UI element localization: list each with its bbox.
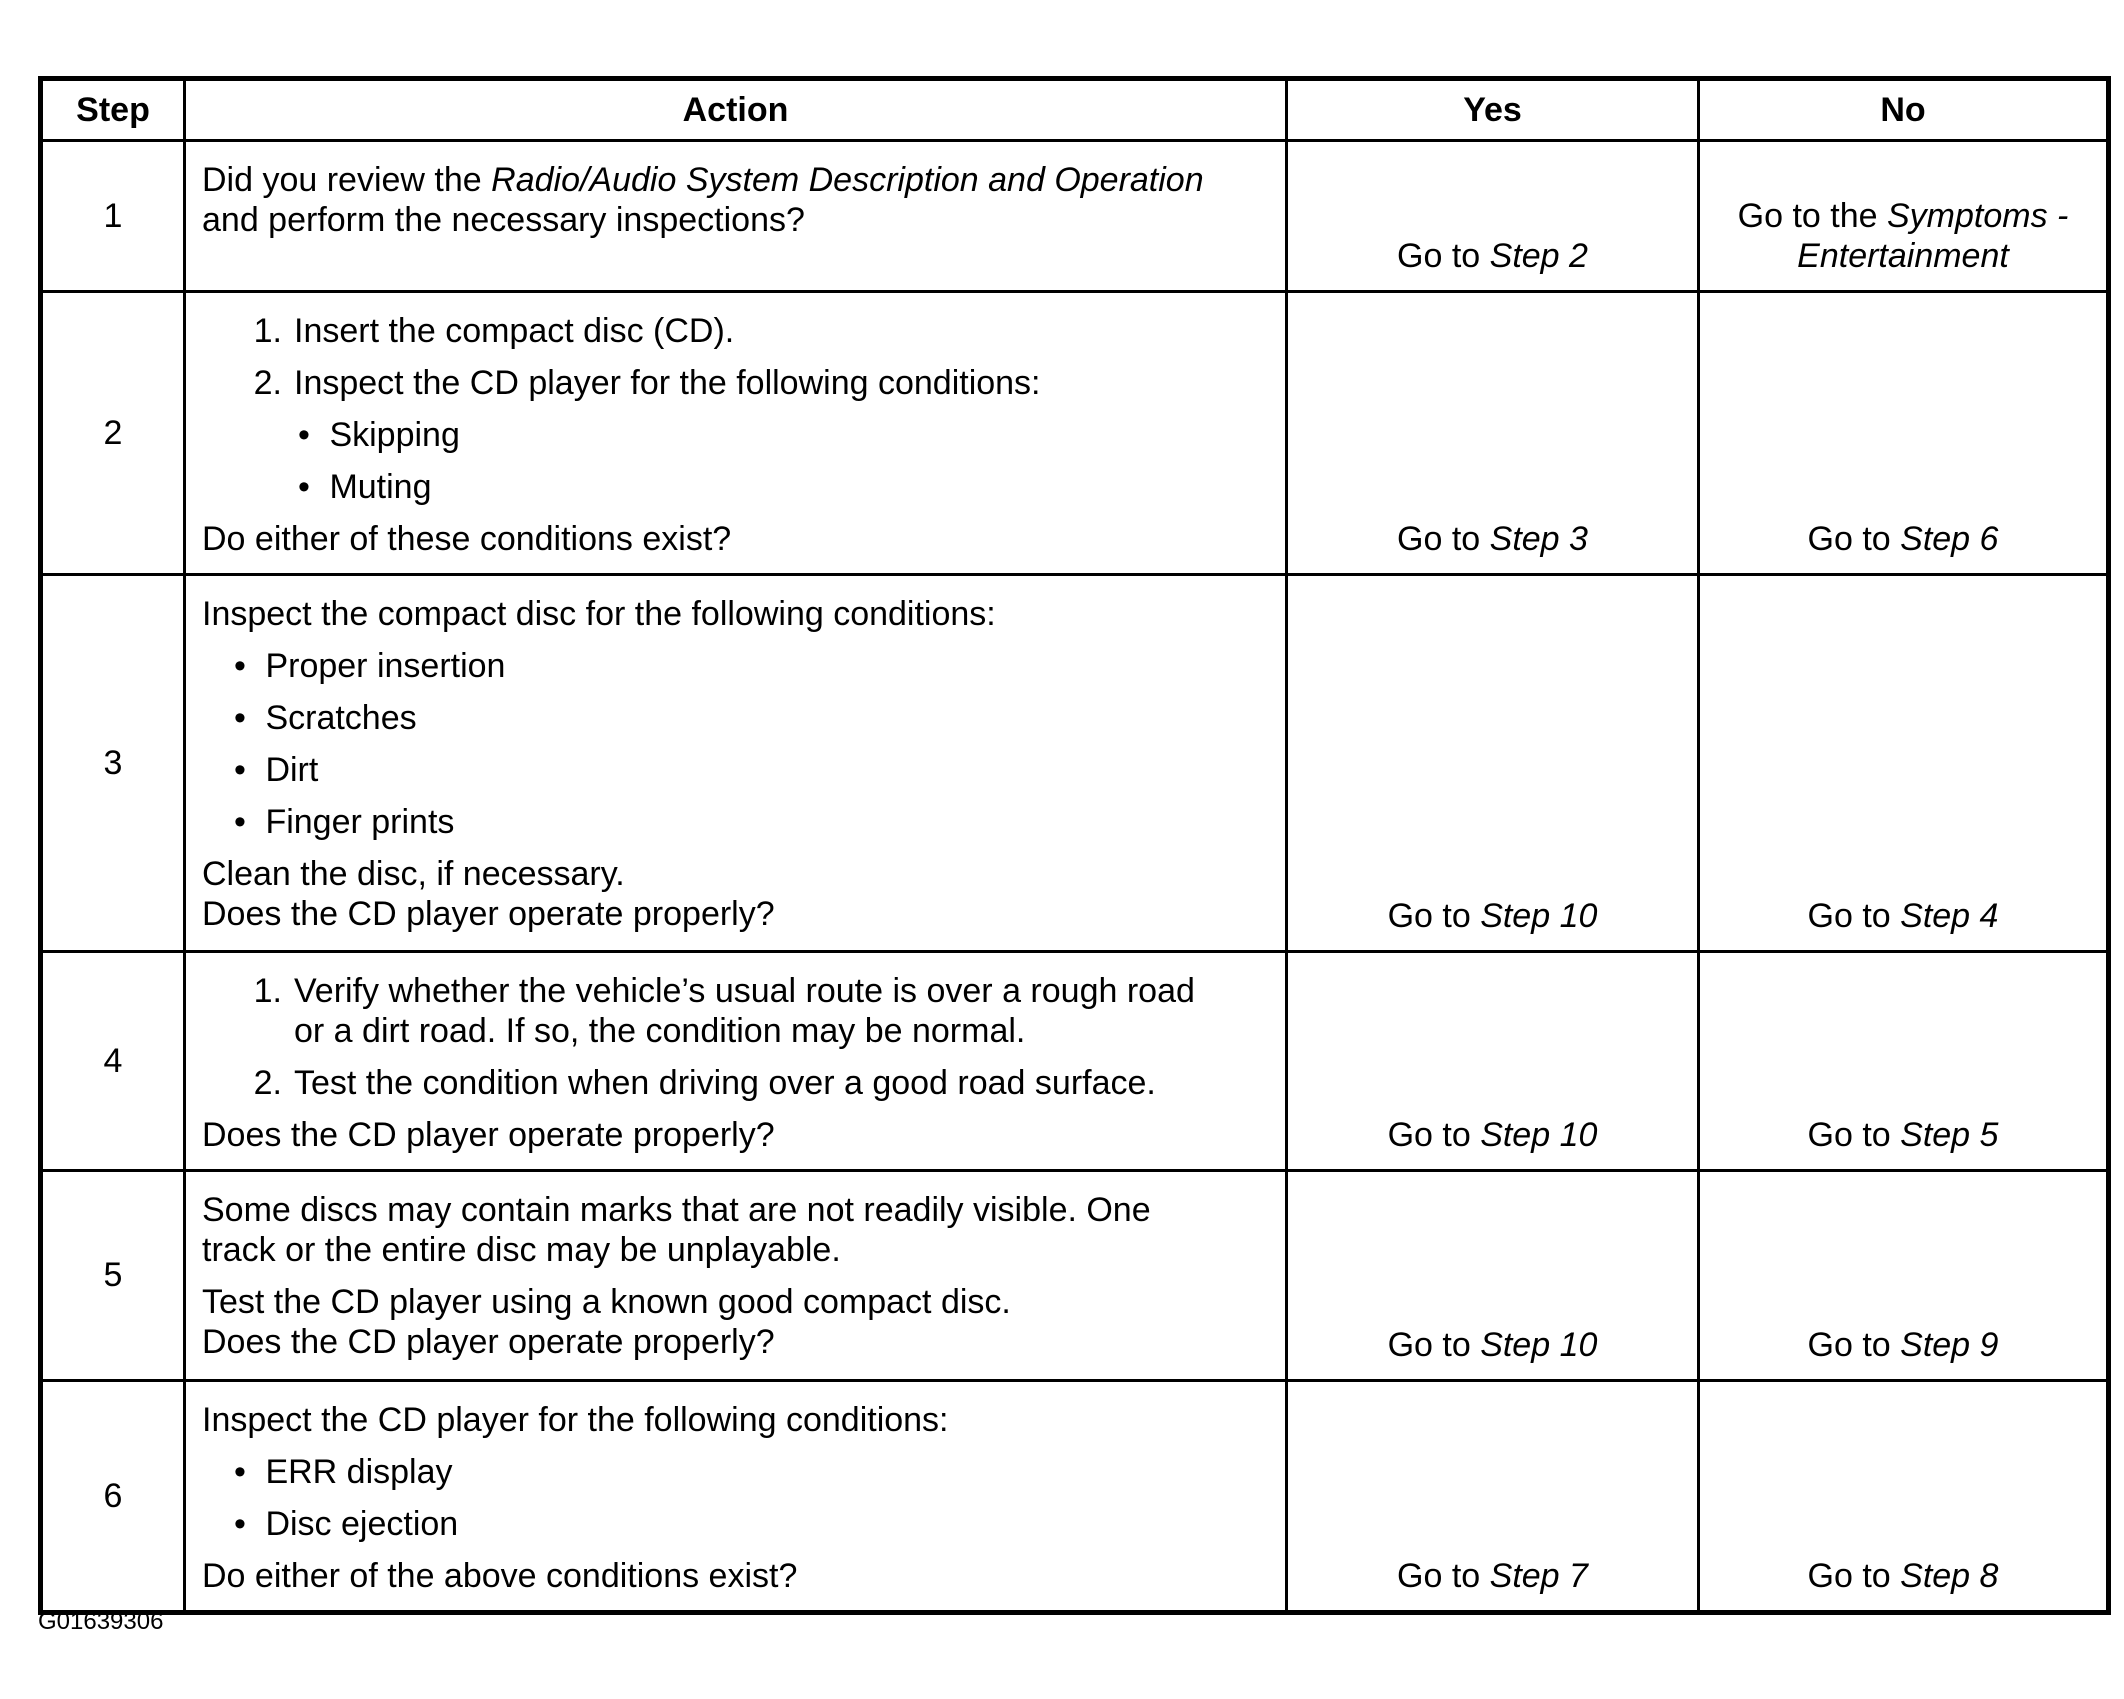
action-question: Does the CD player operate properly? bbox=[202, 895, 775, 933]
action-cell bbox=[185, 141, 1287, 292]
yes-cell: Go to Step 3 bbox=[1287, 292, 1699, 575]
figure-code: G01639306 bbox=[38, 1608, 164, 1635]
yes-cell: Go to Step 7 bbox=[1287, 1381, 1699, 1613]
numbered-item: 1. Verify whether the vehicle’s usual route is over a rough road bbox=[253, 972, 1195, 1010]
header-step: Step bbox=[41, 79, 185, 141]
numbered-item: 2. Inspect the CD player for the following conditions: bbox=[253, 364, 1041, 402]
action-cell bbox=[185, 952, 1287, 1171]
action-text: Some discs may contain marks that are not readily visible. One bbox=[202, 1191, 1151, 1229]
action-question: Do either of these conditions exist? bbox=[202, 520, 732, 558]
no-cell: Go to the Symptoms - Entertainment bbox=[1699, 141, 2109, 292]
step-number: 1 bbox=[41, 141, 185, 292]
bullet-item: • Finger prints bbox=[234, 803, 455, 841]
table-row bbox=[41, 292, 2109, 575]
no-cell: Go to Step 5 bbox=[1699, 952, 2109, 1171]
action-question: Do either of the above conditions exist? bbox=[202, 1557, 798, 1595]
table-row bbox=[41, 575, 2109, 952]
header-action: Action bbox=[185, 79, 1287, 141]
action-cell bbox=[185, 575, 1287, 952]
table-row bbox=[41, 1171, 2109, 1381]
header-no: No bbox=[1699, 79, 2109, 141]
action-question: Does the CD player operate properly? bbox=[202, 1323, 775, 1361]
no-cell: Go to Step 4 bbox=[1699, 575, 2109, 952]
yes-cell: Go to Step 2 bbox=[1287, 141, 1699, 292]
bullet-item: • Scratches bbox=[234, 699, 417, 737]
action-text: track or the entire disc may be unplayable. bbox=[202, 1231, 841, 1269]
bullet-item: • Disc ejection bbox=[234, 1505, 459, 1543]
table-row bbox=[41, 141, 2109, 292]
action-cell bbox=[185, 1171, 1287, 1381]
action-test: Test the CD player using a known good compact disc. bbox=[202, 1283, 1011, 1321]
action-note: Clean the disc, if necessary. bbox=[202, 855, 625, 893]
no-cell: Go to Step 8 bbox=[1699, 1381, 2109, 1613]
step-number: 2 bbox=[41, 292, 185, 575]
action-intro: Inspect the CD player for the following conditions: bbox=[202, 1401, 949, 1439]
diagnostic-table bbox=[38, 76, 2111, 1615]
action-question: Does the CD player operate properly? bbox=[202, 1116, 775, 1154]
table-row bbox=[41, 952, 2109, 1171]
yes-cell: Go to Step 10 bbox=[1287, 575, 1699, 952]
bullet-item: • Proper insertion bbox=[234, 647, 506, 685]
header-yes: Yes bbox=[1287, 79, 1699, 141]
numbered-item: 1. Insert the compact disc (CD). bbox=[253, 312, 735, 350]
action-cell bbox=[185, 292, 1287, 575]
action-text: Did you review the Radio/Audio System Description and Operation and perform the necessary inspections? bbox=[202, 161, 1204, 239]
bullet-item: • Skipping bbox=[298, 416, 460, 454]
yes-cell: Go to Step 10 bbox=[1287, 952, 1699, 1171]
step-number: 4 bbox=[41, 952, 185, 1171]
step-number: 6 bbox=[41, 1381, 185, 1613]
step-number: 3 bbox=[41, 575, 185, 952]
yes-cell: Go to Step 10 bbox=[1287, 1171, 1699, 1381]
numbered-item: 2. Test the condition when driving over a good road surface. bbox=[253, 1064, 1156, 1102]
numbered-item-continued: or a dirt road. If so, the condition may be normal. bbox=[294, 1012, 1026, 1050]
action-cell bbox=[185, 1381, 1287, 1613]
no-cell: Go to Step 6 bbox=[1699, 292, 2109, 575]
header-row bbox=[41, 79, 2109, 141]
bullet-item: • ERR display bbox=[234, 1453, 453, 1491]
bullet-item: • Muting bbox=[298, 468, 432, 506]
action-intro: Inspect the compact disc for the following conditions: bbox=[202, 595, 996, 633]
step-number: 5 bbox=[41, 1171, 185, 1381]
bullet-item: • Dirt bbox=[234, 751, 319, 789]
table-row bbox=[41, 1381, 2109, 1613]
no-cell: Go to Step 9 bbox=[1699, 1171, 2109, 1381]
